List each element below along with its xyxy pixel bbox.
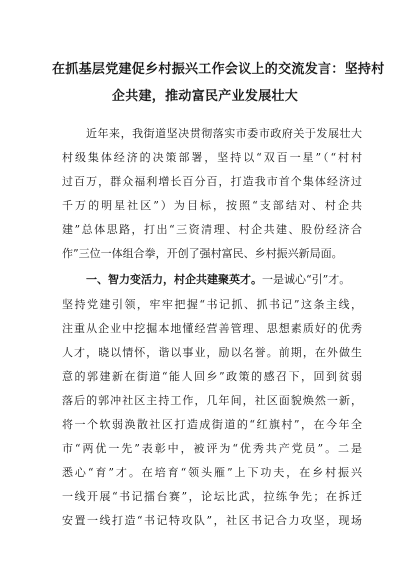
paragraph-2-line: 安置一线打造“书记特攻队”，社区书记合力攻坚，现场: [62, 514, 362, 527]
paragraph-2-line: 注重从企业中挖掘本地懂经营善管理、思想素质好的优秀: [62, 322, 362, 335]
paragraph-2-line: 悉心“育”才。在培育“领头雁”上下功夫，在乡村振兴: [62, 466, 362, 479]
section-1-heading: 一、智力变活力，村企共建聚英才。: [86, 273, 262, 286]
section-1-heading-rest: 一是诚心“引”才。: [262, 273, 351, 286]
paragraph-1-line: 村级集体经济的决策部署，坚持以“双百一星”（“村村: [62, 151, 362, 164]
paragraph-1-line: 过百万，群众福利增长百分百，打造我市首个集体经济过: [62, 175, 362, 188]
paragraph-2-line: 一线开展“书记擂台赛”，论坛比武，拉练争先；在拆迁: [62, 490, 362, 503]
section-1-heading-line: [62, 273, 362, 286]
paragraph-2-line: 落后的郭冲社区主持工作，几年间，社区面貌焕然一新，: [62, 394, 362, 407]
paragraph-1-line: 千万的明星社区”）为目标，按照“支部结对、村企共: [62, 199, 362, 212]
paragraph-2-line: 坚持党建引领，牢牢把握“书记抓、抓书记”这条主线，: [62, 298, 362, 311]
paragraph-2-line: 人才，晓以情怀，谐以事业，励以名誉。前期，在外做生: [62, 346, 362, 359]
paragraph-2-line: 市“两优一先”表彰中，被评为“优秀共产党员”。二是: [62, 442, 362, 455]
paragraph-2-line: 将一个软弱涣散社区打造成街道的“红旗村”，在今年全: [62, 418, 362, 431]
paragraph-2-line: 意的郭建新在街道“能人回乡”政策的感召下，回到贫弱: [62, 370, 362, 383]
document-title-line-1: 在抓基层党建促乡村振兴工作会议上的交流发言：坚持村: [52, 62, 385, 77]
paragraph-1-line: 近年来，我街道坚决贯彻落实市委市政府关于发展壮大: [86, 127, 362, 140]
document-title-line-2: 企共建，推动富民产业发展壮大: [111, 89, 299, 104]
paragraph-1-line: 作”三位一体组合拳，开创了强村富民、乡村振兴新局面。: [62, 247, 343, 260]
paragraph-1-line: 建”总体思路，打出“三资清理、村企共建、股份经济合: [62, 223, 362, 236]
